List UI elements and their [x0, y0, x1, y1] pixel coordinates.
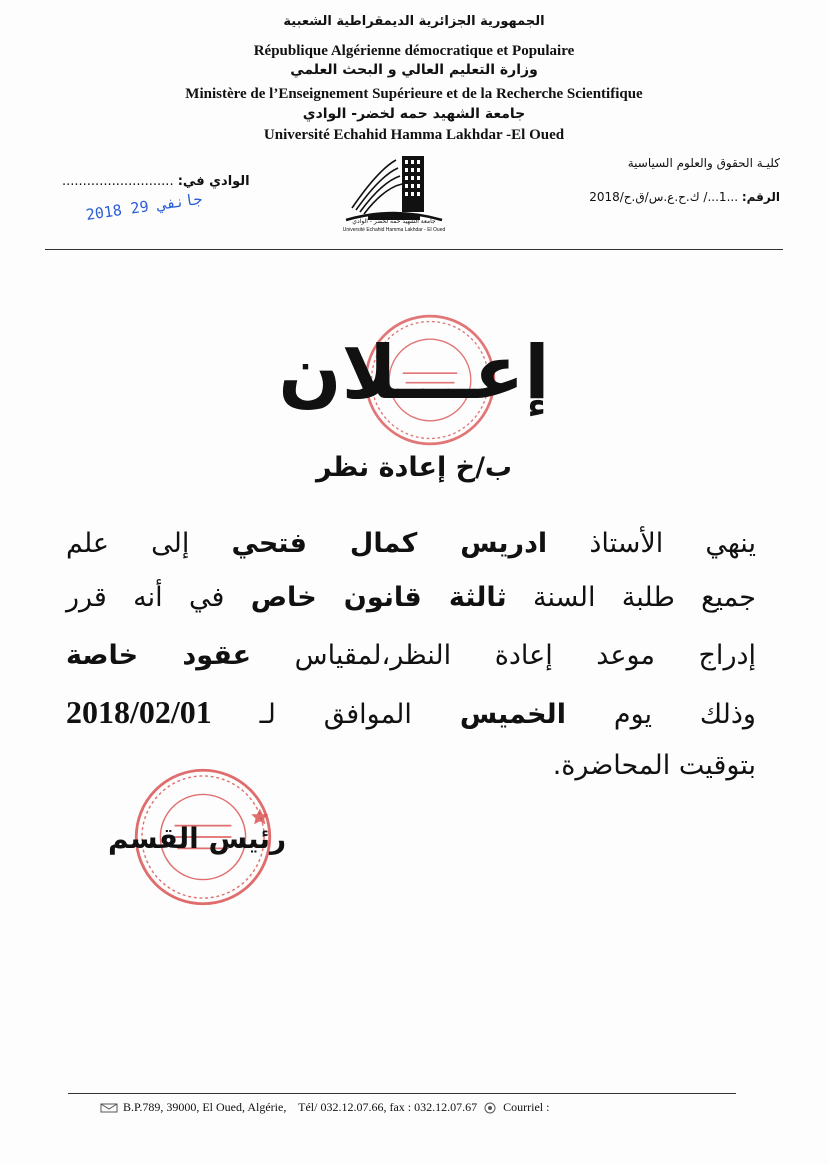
received-date-stamp: 2018 جانفي 29	[84, 189, 204, 224]
reference-label: الرقم:	[741, 190, 780, 204]
body-line-4	[66, 694, 756, 731]
course-name: عقود خاصة	[66, 640, 252, 671]
student-level: ثالثة قانون خاص	[250, 582, 507, 613]
place-label: الوادي في:	[177, 174, 250, 189]
header-ar-republic: الجمهورية الجزائرية الديمقراطية الشعبية	[283, 14, 545, 29]
reference-value: ...1.../ ك.ح.ع.س/ق.ح/2018	[589, 190, 739, 204]
header-ar-ministry: وزارة التعليم العالي و البحث العلمي	[290, 62, 538, 78]
body-line-1	[66, 528, 756, 559]
mailbox-icon	[100, 1102, 120, 1114]
email-icon	[480, 1102, 500, 1114]
body-text: في أنه قرر	[66, 582, 225, 613]
logo-caption-fr: Université Echahid Hamma Lakhdar - El Oued	[342, 227, 446, 233]
reference-row	[589, 190, 780, 204]
weekday: الخميس	[459, 699, 566, 730]
body-line-2	[66, 582, 756, 613]
header-fr-university: Université Echahid Hamma Lakhdar -El Oued	[263, 127, 565, 143]
footer-phone-fax: Tél/ 032.12.07.66, fax : 032.12.07.67	[298, 1100, 478, 1114]
faculty-name: كليـة الحقوق والعلوم السياسية	[627, 156, 780, 170]
footer-email-label: Courriel :	[503, 1100, 550, 1114]
header-fr-ministry: Ministère de l’Enseignement Supérieure et de la Recherche Scientifique	[185, 86, 643, 102]
logo-caption-ar: جامعة الشهيد حمه لخضر - الوادي	[352, 218, 436, 225]
body-text: إدراج موعد إعادة النظر،لمقياس	[294, 640, 757, 671]
professor-name: ادريس كمال فتحي	[231, 528, 548, 559]
body-text: الموافق لـ	[259, 699, 412, 730]
footer	[100, 1100, 549, 1115]
header-ar-university: جامعة الشهيد حمه لخضر- الوادي	[302, 106, 526, 122]
body-text: ينهي الأستاذ	[589, 528, 756, 559]
place-date-row	[62, 174, 250, 189]
signature-title: رئيس القسم	[108, 822, 287, 855]
place-dots: ...........................	[62, 174, 174, 189]
body-text: جميع طلبة السنة	[533, 582, 756, 613]
exam-date: 2018/02/01	[66, 694, 212, 730]
header-fr-republic: République Algérienne démocratique et Populaire	[253, 43, 575, 59]
announcement-title: إعـــلان	[278, 330, 550, 416]
footer-address: B.P.789, 39000, El Oued, Algérie,	[123, 1100, 287, 1114]
body-line-3	[66, 640, 756, 671]
header-divider	[45, 249, 783, 250]
announcement-subtitle: ب/خ إعادة نظر	[315, 452, 513, 483]
body-text: وذلك يوم	[613, 699, 756, 730]
footer-divider	[68, 1093, 736, 1094]
body-line-5: بتوقيت المحاضرة.	[552, 750, 756, 781]
body-text: إلى علم	[66, 528, 190, 559]
university-logo	[338, 140, 450, 240]
